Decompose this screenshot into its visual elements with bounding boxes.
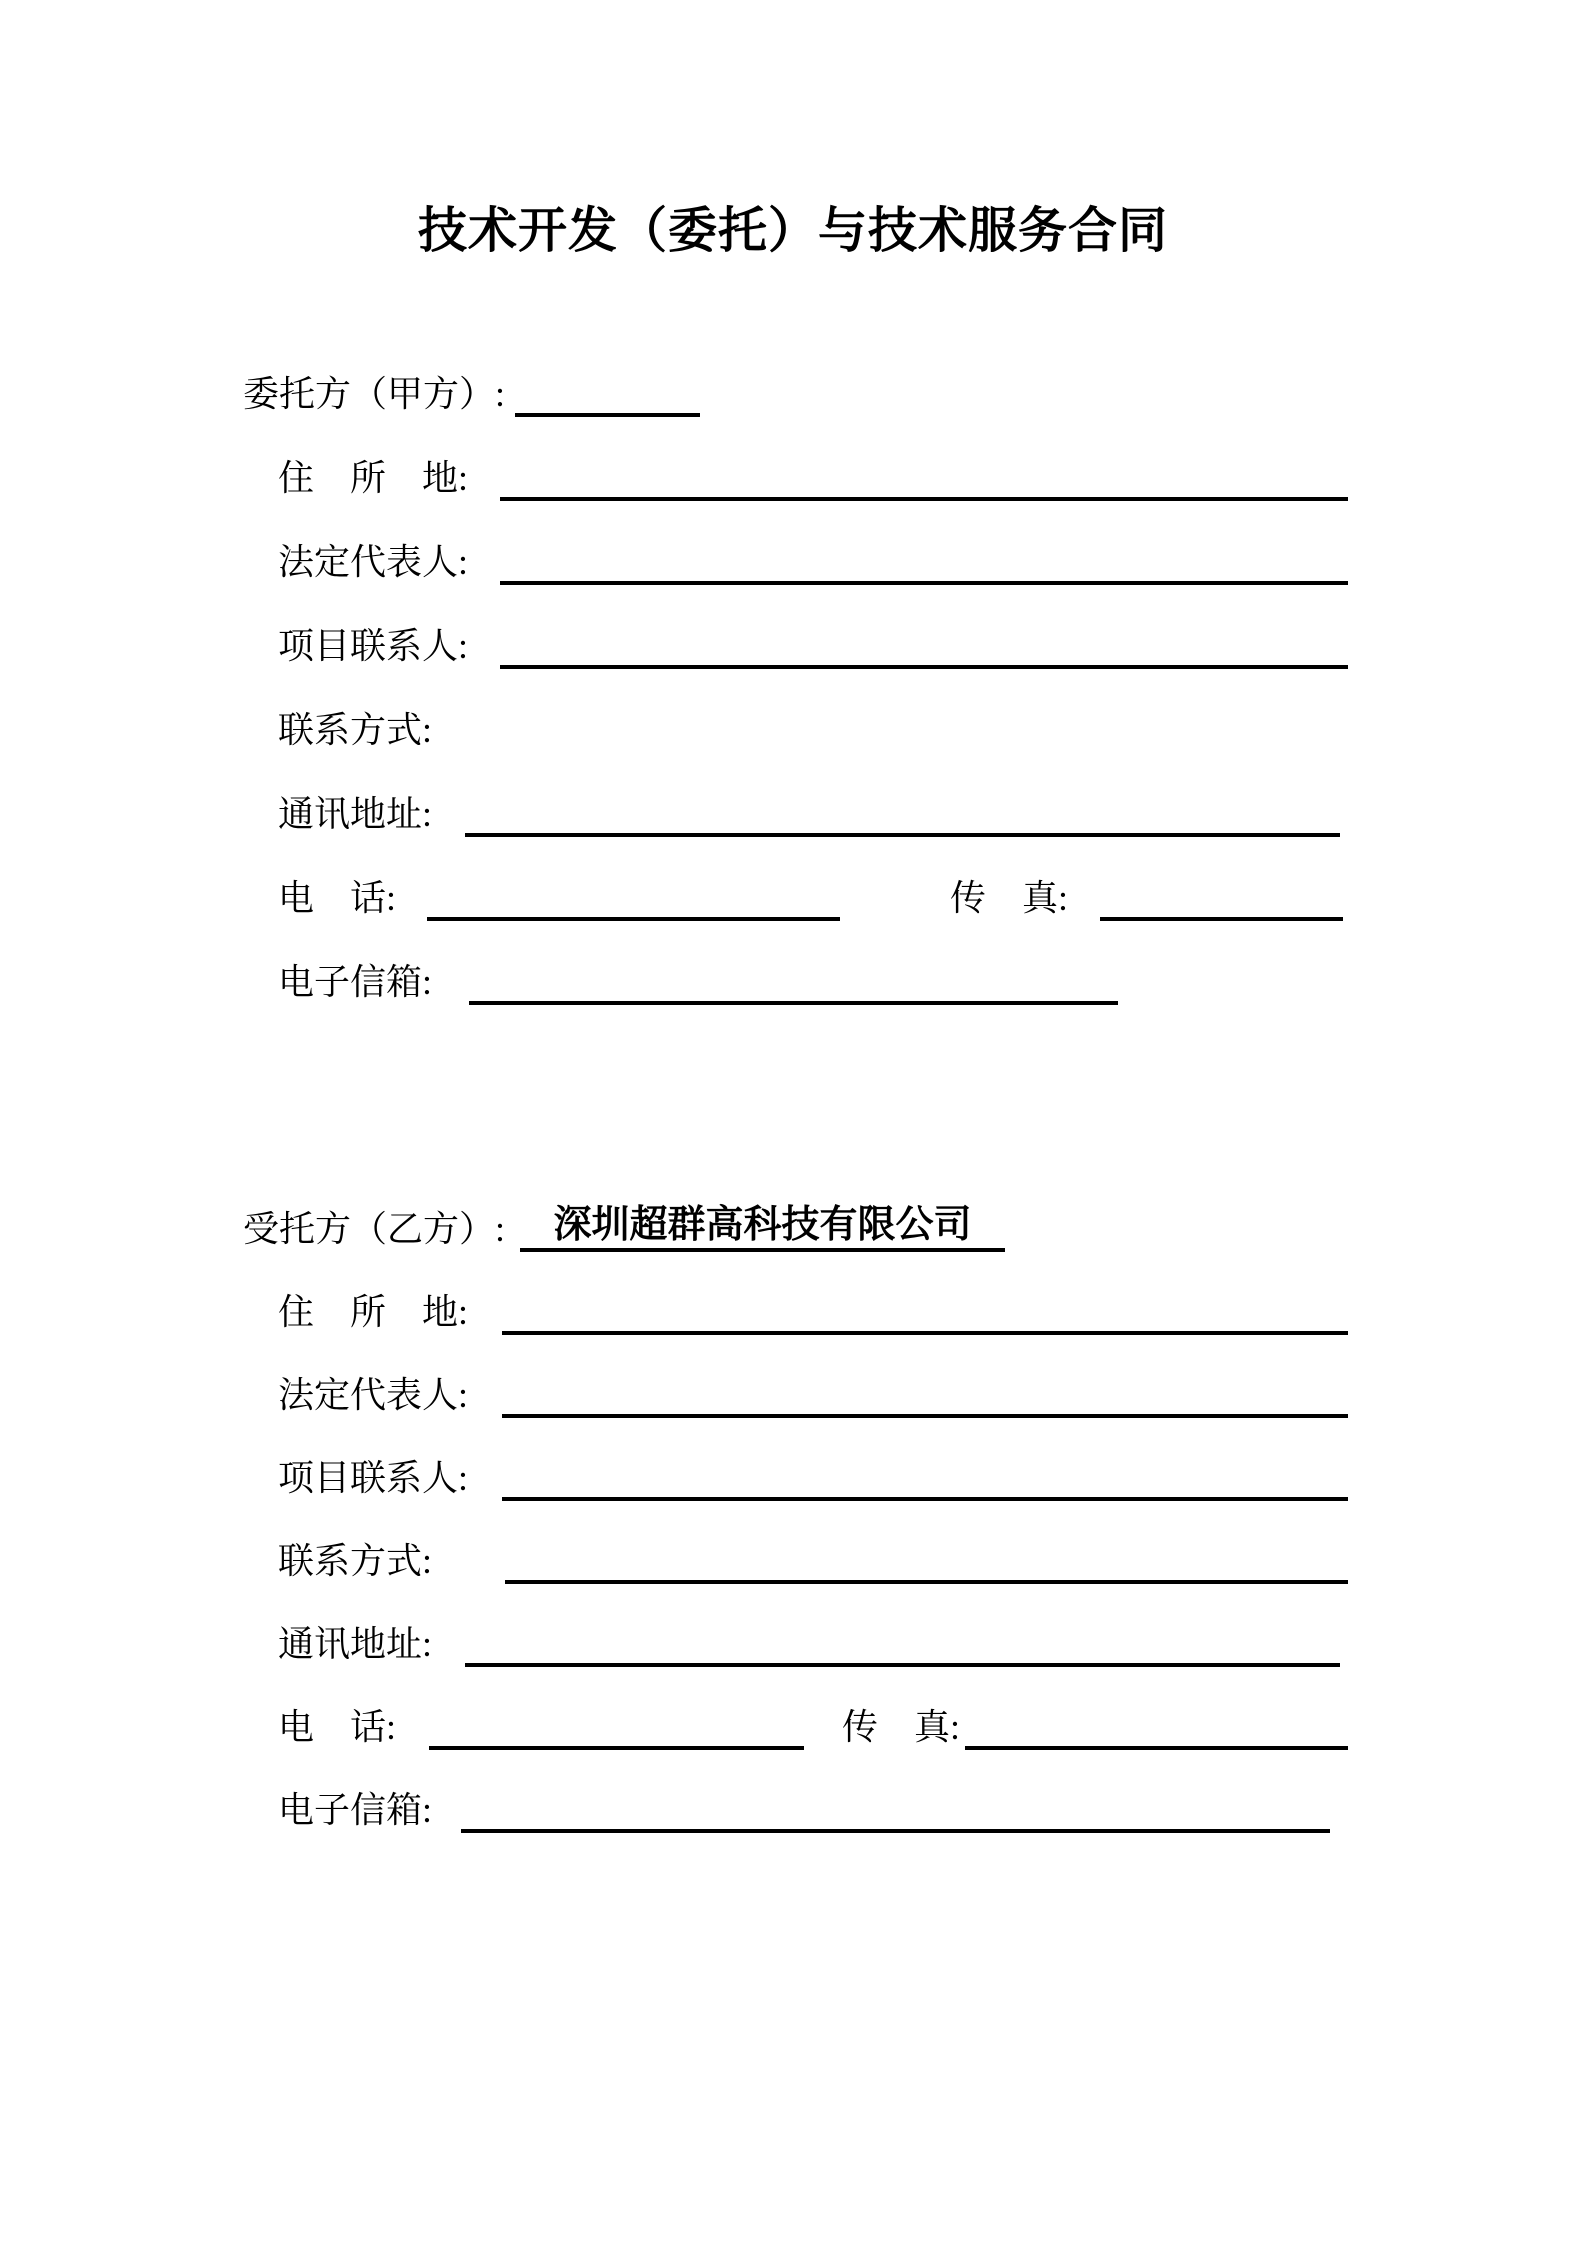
party-a-header-label: 委托方（甲方）: (243, 374, 506, 414)
party-b-header-label: 受托方（乙方）: (243, 1209, 506, 1249)
party-a-name-field (515, 413, 700, 417)
party-b-fax-field (965, 1746, 1348, 1750)
party-a-email-field (469, 1001, 1118, 1005)
party-a-fax-field (1100, 917, 1343, 921)
page-title: 技术开发（委托）与技术服务合同 (417, 203, 1168, 258)
party-b-mailing-address-label: 通讯地址: (278, 1624, 433, 1664)
party-b-name-value: 深圳超群高科技有限公司 (553, 1204, 972, 1246)
party-b-contact-method-label: 联系方式: (278, 1541, 433, 1581)
party-b-legal-rep-field (502, 1414, 1348, 1418)
party-a-contact-method-label: 联系方式: (278, 710, 433, 750)
party-b-phone-label: 电 话: (278, 1707, 397, 1747)
party-a-project-contact-label: 项目联系人: (278, 626, 469, 666)
party-a-project-contact-field (500, 665, 1348, 669)
party-b-phone-field (429, 1746, 804, 1750)
party-a-mailing-address-field (465, 833, 1340, 837)
party-b-project-contact-label: 项目联系人: (278, 1458, 469, 1498)
party-b-legal-rep-label: 法定代表人: (278, 1375, 469, 1415)
party-a-mailing-address-label: 通讯地址: (278, 794, 433, 834)
party-b-project-contact-field (502, 1497, 1348, 1501)
party-b-fax-label: 传 真: (842, 1707, 961, 1747)
party-b-contact-method-field (505, 1580, 1348, 1584)
party-a-legal-rep-label: 法定代表人: (278, 542, 469, 582)
party-b-mailing-address-field (465, 1663, 1340, 1667)
party-a-email-label: 电子信箱: (278, 962, 433, 1002)
party-b-email-field (461, 1829, 1330, 1833)
party-b-address-field (502, 1331, 1348, 1335)
party-a-phone-field (427, 917, 840, 921)
party-a-address-label: 住 所 地: (278, 458, 469, 498)
party-b-name-field (520, 1248, 1005, 1252)
party-a-legal-rep-field (500, 581, 1348, 585)
party-b-email-label: 电子信箱: (278, 1790, 433, 1830)
party-a-fax-label: 传 真: (950, 878, 1069, 918)
party-a-phone-label: 电 话: (278, 878, 397, 918)
party-a-address-field (500, 497, 1348, 501)
party-b-address-label: 住 所 地: (278, 1292, 469, 1332)
